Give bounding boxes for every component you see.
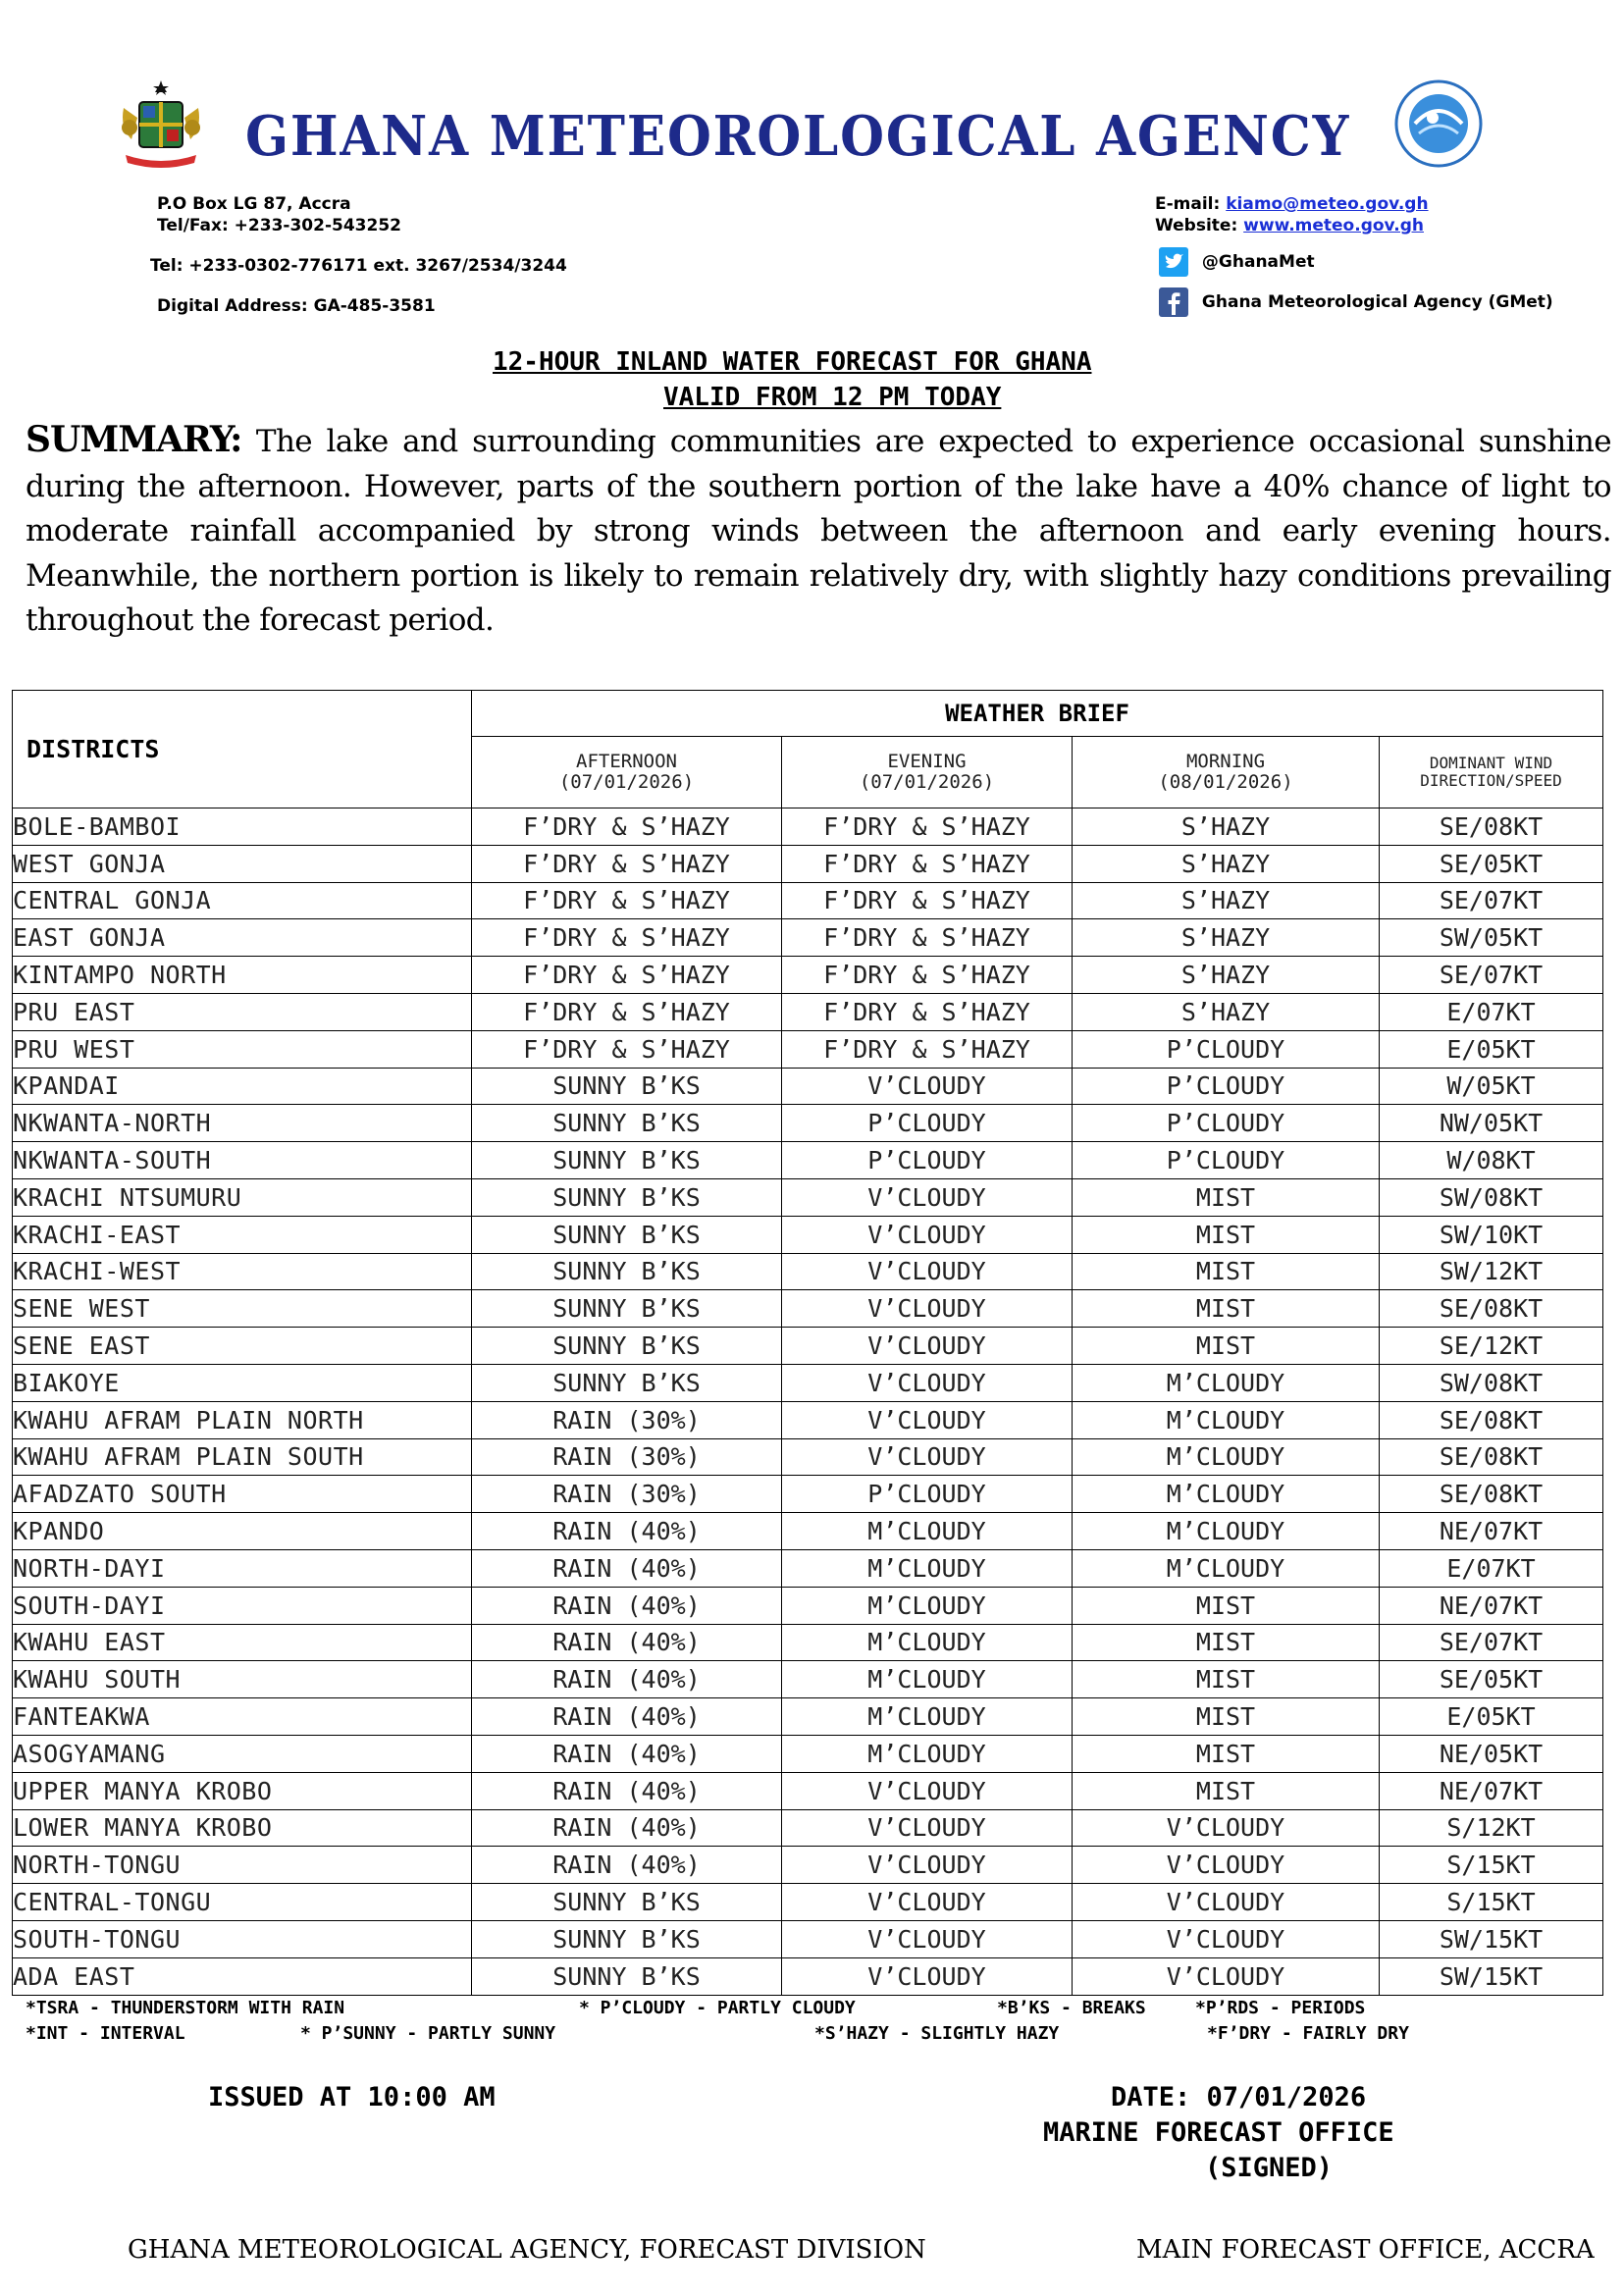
table-row (13, 1847, 1603, 1884)
district-cell: SENE EAST (13, 1328, 472, 1365)
table-row (13, 1735, 1603, 1772)
afternoon-cell: SUNNY B’KS (472, 1253, 782, 1290)
table-row (13, 1328, 1603, 1365)
evening-cell: V’CLOUDY (782, 1216, 1073, 1253)
morning-cell: MIST (1073, 1328, 1380, 1365)
legend-bks: *B’KS - BREAKS (997, 1998, 1146, 2018)
morning-cell: MIST (1073, 1624, 1380, 1661)
issuing-office: MARINE FORECAST OFFICE (1043, 2117, 1394, 2148)
afternoon-cell: SUNNY B’KS (472, 1178, 782, 1216)
evening-cell: V’CLOUDY (782, 1253, 1073, 1290)
morning-cell: S’HAZY (1073, 845, 1380, 882)
facebook-name: Ghana Meteorological Agency (GMet) (1201, 292, 1553, 312)
evening-cell: F’DRY & S’HAZY (782, 919, 1073, 957)
legend-shazy: *S’HAZY - SLIGHTLY HAZY (814, 2023, 1060, 2044)
afternoon-cell: SUNNY B’KS (472, 1364, 782, 1401)
morning-cell: MIST (1073, 1698, 1380, 1736)
table-row (13, 1438, 1603, 1476)
evening-cell: M’CLOUDY (782, 1513, 1073, 1550)
district-cell: NKWANTA-NORTH (13, 1105, 472, 1142)
afternoon-cell: SUNNY B’KS (472, 1290, 782, 1328)
table-row (13, 1105, 1603, 1142)
wind-cell: NE/07KT (1380, 1513, 1603, 1550)
wind-cell: SW/12KT (1380, 1253, 1603, 1290)
afternoon-cell: F’DRY & S’HAZY (472, 882, 782, 919)
evening-cell: M’CLOUDY (782, 1735, 1073, 1772)
district-cell: KWAHU EAST (13, 1624, 472, 1661)
evening-cell: V’CLOUDY (782, 1884, 1073, 1921)
afternoon-cell: RAIN (40%) (472, 1513, 782, 1550)
table-row (13, 1884, 1603, 1921)
morning-cell: V’CLOUDY (1073, 1957, 1380, 1995)
wind-cell: E/05KT (1380, 1030, 1603, 1068)
table-row (13, 1178, 1603, 1216)
afternoon-cell: RAIN (40%) (472, 1624, 782, 1661)
wind-cell: SW/08KT (1380, 1364, 1603, 1401)
table-body (13, 808, 1603, 1996)
weather-brief-header: WEATHER BRIEF (472, 691, 1603, 737)
summary-paragraph (26, 418, 1611, 644)
legend-psunny: * P’SUNNY - PARTLY SUNNY (300, 2023, 556, 2044)
wind-cell: NW/05KT (1380, 1105, 1603, 1142)
wind-cell: SE/05KT (1380, 1661, 1603, 1698)
morning-cell: MIST (1073, 1661, 1380, 1698)
website-line (1155, 216, 1424, 235)
afternoon-cell: RAIN (40%) (472, 1587, 782, 1624)
morning-cell: S’HAZY (1073, 993, 1380, 1030)
district-cell: SOUTH-DAYI (13, 1587, 472, 1624)
ghana-coat-of-arms-icon (116, 78, 206, 169)
wind-cell: SW/15KT (1380, 1920, 1603, 1957)
afternoon-cell: RAIN (30%) (472, 1438, 782, 1476)
legend-fdry: *F’DRY - FAIRLY DRY (1207, 2023, 1409, 2044)
signed-note: (SIGNED) (1205, 2153, 1334, 2183)
table-row (13, 1624, 1603, 1661)
afternoon-cell: F’DRY & S’HAZY (472, 957, 782, 994)
district-cell: NKWANTA-SOUTH (13, 1142, 472, 1179)
morning-cell: MIST (1073, 1772, 1380, 1809)
evening-cell: V’CLOUDY (782, 1401, 1073, 1438)
district-cell: SOUTH-TONGU (13, 1920, 472, 1957)
district-cell: WEST GONJA (13, 845, 472, 882)
morning-cell: M’CLOUDY (1073, 1364, 1380, 1401)
table-row (13, 1364, 1603, 1401)
table-row (13, 1513, 1603, 1550)
district-cell: FANTEAKWA (13, 1698, 472, 1736)
district-cell: CENTRAL GONJA (13, 882, 472, 919)
wind-cell: NE/07KT (1380, 1587, 1603, 1624)
table-row (13, 1698, 1603, 1736)
morning-cell: M’CLOUDY (1073, 1476, 1380, 1513)
afternoon-cell: RAIN (40%) (472, 1661, 782, 1698)
evening-cell: F’DRY & S’HAZY (782, 808, 1073, 846)
wind-cell: SE/08KT (1380, 1401, 1603, 1438)
wind-cell: SE/07KT (1380, 957, 1603, 994)
morning-cell: P’CLOUDY (1073, 1142, 1380, 1179)
table-row (13, 1030, 1603, 1068)
wind-cell: SE/07KT (1380, 882, 1603, 919)
address-line-2: Tel/Fax: +233-302-543252 (157, 216, 401, 235)
morning-header: MORNING (08/01/2026) (1073, 737, 1380, 808)
district-cell: UPPER MANYA KROBO (13, 1772, 472, 1809)
afternoon-cell: SUNNY B’KS (472, 1328, 782, 1365)
website-link[interactable]: www.meteo.gov.gh (1243, 216, 1424, 235)
evening-cell: M’CLOUDY (782, 1661, 1073, 1698)
twitter-handle: @GhanaMet (1201, 252, 1315, 272)
evening-cell: V’CLOUDY (782, 1809, 1073, 1847)
morning-cell: P’CLOUDY (1073, 1068, 1380, 1105)
afternoon-cell: RAIN (40%) (472, 1847, 782, 1884)
legend-prds: *P’RDS - PERIODS (1195, 1998, 1366, 2018)
afternoon-cell: F’DRY & S’HAZY (472, 845, 782, 882)
table-row (13, 1920, 1603, 1957)
evening-cell: V’CLOUDY (782, 1178, 1073, 1216)
district-cell: KINTAMPO NORTH (13, 957, 472, 994)
morning-cell: MIST (1073, 1735, 1380, 1772)
legend-int: *INT - INTERVAL (26, 2023, 185, 2044)
evening-cell: M’CLOUDY (782, 1587, 1073, 1624)
afternoon-cell: RAIN (40%) (472, 1735, 782, 1772)
evening-cell: F’DRY & S’HAZY (782, 1030, 1073, 1068)
wind-cell: SE/08KT (1380, 808, 1603, 846)
morning-cell: MIST (1073, 1216, 1380, 1253)
district-cell: ASOGYAMANG (13, 1735, 472, 1772)
district-cell: PRU EAST (13, 993, 472, 1030)
footer-right: MAIN FORECAST OFFICE, ACCRA (1136, 2235, 1595, 2265)
morning-cell: S’HAZY (1073, 957, 1380, 994)
afternoon-cell: SUNNY B’KS (472, 1884, 782, 1921)
table-row (13, 1661, 1603, 1698)
evening-cell: V’CLOUDY (782, 1957, 1073, 1995)
wind-cell: S/12KT (1380, 1809, 1603, 1847)
wind-cell: SE/08KT (1380, 1438, 1603, 1476)
table-row (13, 1068, 1603, 1105)
morning-cell: M’CLOUDY (1073, 1513, 1380, 1550)
evening-cell: V’CLOUDY (782, 1847, 1073, 1884)
morning-cell: MIST (1073, 1290, 1380, 1328)
afternoon-cell: RAIN (40%) (472, 1772, 782, 1809)
afternoon-cell: RAIN (40%) (472, 1698, 782, 1736)
morning-cell: S’HAZY (1073, 919, 1380, 957)
table-row (13, 845, 1603, 882)
evening-cell: M’CLOUDY (782, 1624, 1073, 1661)
afternoon-cell: RAIN (30%) (472, 1401, 782, 1438)
afternoon-cell: RAIN (30%) (472, 1476, 782, 1513)
email-link[interactable]: kiamo@meteo.gov.gh (1226, 194, 1429, 214)
twitter-line (1159, 245, 1315, 279)
evening-cell: V’CLOUDY (782, 1068, 1073, 1105)
morning-cell: V’CLOUDY (1073, 1920, 1380, 1957)
district-cell: NORTH-DAYI (13, 1549, 472, 1587)
district-cell: EAST GONJA (13, 919, 472, 957)
district-cell: KWAHU AFRAM PLAIN NORTH (13, 1401, 472, 1438)
evening-cell: F’DRY & S’HAZY (782, 882, 1073, 919)
wind-header: DOMINANT WIND DIRECTION/SPEED (1380, 737, 1603, 808)
morning-cell: P’CLOUDY (1073, 1030, 1380, 1068)
evening-cell: V’CLOUDY (782, 1290, 1073, 1328)
district-cell: AFADZATO SOUTH (13, 1476, 472, 1513)
evening-cell: V’CLOUDY (782, 1328, 1073, 1365)
district-cell: BOLE-BAMBOI (13, 808, 472, 846)
evening-cell: M’CLOUDY (782, 1698, 1073, 1736)
facebook-line (1159, 286, 1553, 319)
evening-cell: M’CLOUDY (782, 1549, 1073, 1587)
issued-time: ISSUED AT 10:00 AM (208, 2082, 496, 2112)
afternoon-cell: SUNNY B’KS (472, 1216, 782, 1253)
district-cell: KPANDAI (13, 1068, 472, 1105)
evening-header: EVENING (07/01/2026) (782, 737, 1073, 808)
evening-cell: V’CLOUDY (782, 1438, 1073, 1476)
afternoon-cell: SUNNY B’KS (472, 1920, 782, 1957)
summary-label: SUMMARY: (26, 419, 242, 460)
morning-cell: S’HAZY (1073, 808, 1380, 846)
evening-cell: V’CLOUDY (782, 1364, 1073, 1401)
wind-cell: S/15KT (1380, 1884, 1603, 1921)
district-cell: KWAHU AFRAM PLAIN SOUTH (13, 1438, 472, 1476)
table-row (13, 882, 1603, 919)
evening-cell: F’DRY & S’HAZY (782, 957, 1073, 994)
evening-cell: P’CLOUDY (782, 1476, 1073, 1513)
morning-cell: M’CLOUDY (1073, 1549, 1380, 1587)
wind-cell: W/08KT (1380, 1142, 1603, 1179)
afternoon-cell: F’DRY & S’HAZY (472, 993, 782, 1030)
email-line (1155, 194, 1429, 214)
district-cell: NORTH-TONGU (13, 1847, 472, 1884)
district-cell: KRACHI-EAST (13, 1216, 472, 1253)
table-row (13, 993, 1603, 1030)
wind-cell: SW/15KT (1380, 1957, 1603, 1995)
digital-address: Digital Address: GA-485-3581 (157, 296, 436, 316)
table-row (13, 1216, 1603, 1253)
wind-cell: SE/08KT (1380, 1290, 1603, 1328)
table-row (13, 1587, 1603, 1624)
wind-cell: SE/07KT (1380, 1624, 1603, 1661)
afternoon-cell: F’DRY & S’HAZY (472, 919, 782, 957)
wind-cell: E/07KT (1380, 1549, 1603, 1587)
afternoon-cell: RAIN (40%) (472, 1809, 782, 1847)
afternoon-cell: SUNNY B’KS (472, 1142, 782, 1179)
district-cell: KRACHI NTSUMURU (13, 1178, 472, 1216)
afternoon-cell: F’DRY & S’HAZY (472, 808, 782, 846)
table-row (13, 1772, 1603, 1809)
table-row (13, 1809, 1603, 1847)
district-cell: KWAHU SOUTH (13, 1661, 472, 1698)
table-row (13, 1401, 1603, 1438)
morning-cell: M’CLOUDY (1073, 1438, 1380, 1476)
wind-cell: SW/08KT (1380, 1178, 1603, 1216)
website-label: Website: (1155, 216, 1244, 235)
twitter-icon (1159, 247, 1188, 277)
wind-cell: NE/05KT (1380, 1735, 1603, 1772)
evening-cell: F’DRY & S’HAZY (782, 993, 1073, 1030)
table-row (13, 808, 1603, 846)
table-row (13, 957, 1603, 994)
legend-pcloudy: * P’CLOUDY - PARTLY CLOUDY (579, 1998, 856, 2018)
forecast-table (12, 690, 1603, 1996)
afternoon-header: AFTERNOON (07/01/2026) (472, 737, 782, 808)
summary-text: The lake and surrounding communities are expected to experience occasional sunshine during the afternoon. However, parts of the southern portion of the lake have a 40% chance of light to moderate rainfall accompanied by strong winds between the afternoon and early evening hours. Meanwhile, the northern portion is likely to remain relatively dry, with slightly hazy conditions prevailing throughout the forecast period. (26, 424, 1611, 638)
morning-cell: V’CLOUDY (1073, 1809, 1380, 1847)
facebook-icon (1159, 287, 1188, 317)
forecast-validity: VALID FROM 12 PM TODAY (663, 383, 1002, 412)
district-cell: KRACHI-WEST (13, 1253, 472, 1290)
table-row (13, 919, 1603, 957)
table-row (13, 1957, 1603, 1995)
evening-cell: P’CLOUDY (782, 1142, 1073, 1179)
morning-cell: P’CLOUDY (1073, 1105, 1380, 1142)
wind-cell: SE/08KT (1380, 1476, 1603, 1513)
wind-cell: E/05KT (1380, 1698, 1603, 1736)
table-row (13, 1549, 1603, 1587)
evening-cell: V’CLOUDY (782, 1920, 1073, 1957)
phone-line: Tel: +233-0302-776171 ext. 3267/2534/3244 (150, 256, 567, 276)
table-row (13, 1142, 1603, 1179)
forecast-title: 12-HOUR INLAND WATER FORECAST FOR GHANA (493, 347, 1092, 377)
morning-cell: V’CLOUDY (1073, 1884, 1380, 1921)
morning-cell: S’HAZY (1073, 882, 1380, 919)
wind-cell: W/05KT (1380, 1068, 1603, 1105)
district-cell: SENE WEST (13, 1290, 472, 1328)
morning-cell: V’CLOUDY (1073, 1847, 1380, 1884)
table-row (13, 1290, 1603, 1328)
wind-cell: SE/05KT (1380, 845, 1603, 882)
district-cell: KPANDO (13, 1513, 472, 1550)
districts-header: DISTRICTS (13, 691, 472, 808)
afternoon-cell: SUNNY B’KS (472, 1105, 782, 1142)
afternoon-cell: SUNNY B’KS (472, 1957, 782, 1995)
morning-cell: M’CLOUDY (1073, 1401, 1380, 1438)
wind-cell: SW/05KT (1380, 919, 1603, 957)
issued-date: DATE: 07/01/2026 (1111, 2082, 1367, 2112)
wind-cell: E/07KT (1380, 993, 1603, 1030)
wind-cell: NE/07KT (1380, 1772, 1603, 1809)
afternoon-cell: F’DRY & S’HAZY (472, 1030, 782, 1068)
wind-cell: S/15KT (1380, 1847, 1603, 1884)
agency-title: GHANA METEOROLOGICAL AGENCY (245, 104, 1351, 169)
wind-cell: SW/10KT (1380, 1216, 1603, 1253)
legend-tsra: *TSRA - THUNDERSTORM WITH RAIN (26, 1998, 345, 2018)
afternoon-cell: SUNNY B’KS (472, 1068, 782, 1105)
gmet-logo-icon (1393, 78, 1484, 169)
afternoon-cell: RAIN (40%) (472, 1549, 782, 1587)
district-cell: BIAKOYE (13, 1364, 472, 1401)
district-cell: PRU WEST (13, 1030, 472, 1068)
district-cell: CENTRAL-TONGU (13, 1884, 472, 1921)
table-row (13, 1476, 1603, 1513)
morning-cell: MIST (1073, 1253, 1380, 1290)
address-line-1: P.O Box LG 87, Accra (157, 194, 351, 214)
district-cell: LOWER MANYA KROBO (13, 1809, 472, 1847)
wind-cell: SE/12KT (1380, 1328, 1603, 1365)
morning-cell: MIST (1073, 1587, 1380, 1624)
evening-cell: V’CLOUDY (782, 1772, 1073, 1809)
evening-cell: P’CLOUDY (782, 1105, 1073, 1142)
email-label: E-mail: (1155, 194, 1227, 214)
morning-cell: MIST (1073, 1178, 1380, 1216)
district-cell: ADA EAST (13, 1957, 472, 1995)
footer-left: GHANA METEOROLOGICAL AGENCY, FORECAST DIVISION (128, 2235, 926, 2265)
evening-cell: F’DRY & S’HAZY (782, 845, 1073, 882)
table-row (13, 1253, 1603, 1290)
